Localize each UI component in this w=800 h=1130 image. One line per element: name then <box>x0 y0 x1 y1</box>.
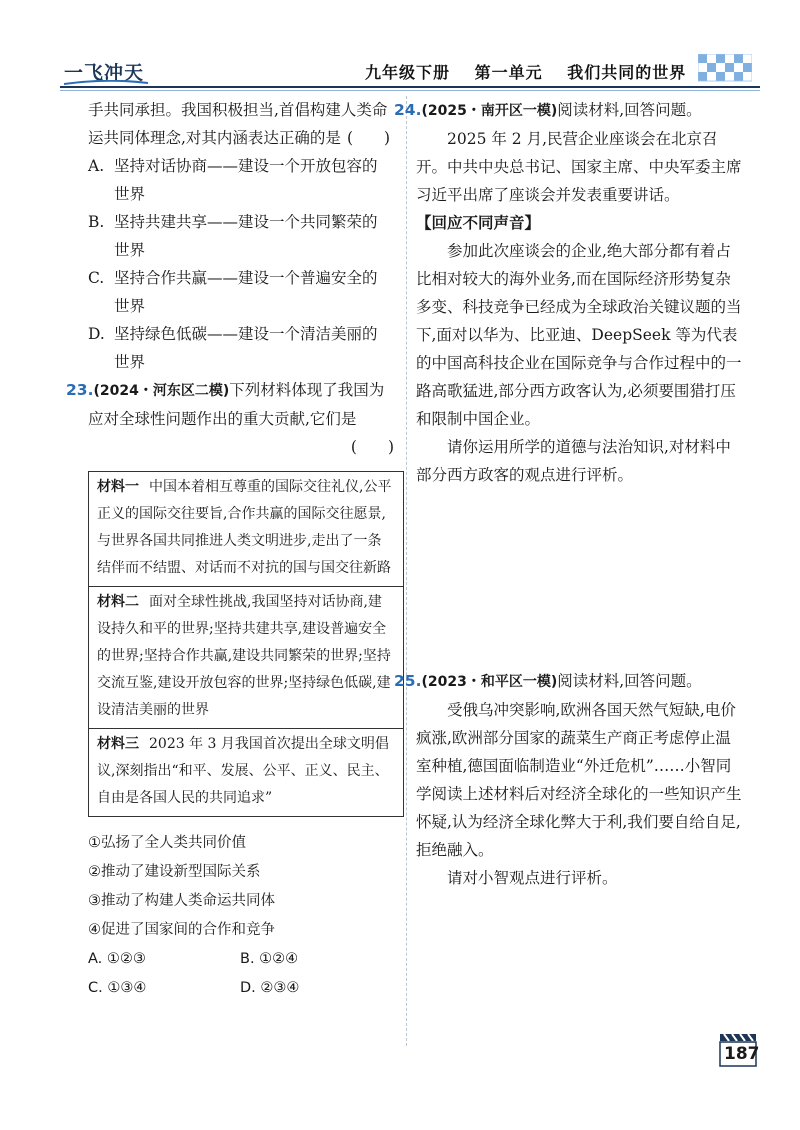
page-number-badge <box>718 1034 758 1068</box>
material-label: 材料一 <box>97 479 139 495</box>
series-logo <box>64 58 144 85</box>
q22-option <box>88 152 398 208</box>
option-text: 坚持绿色低碳——建设一个清洁美丽的 <box>114 325 378 343</box>
right-column <box>394 96 746 892</box>
statement-item: ②推动了建设新型国际关系 <box>88 864 261 880</box>
header-unit: 第一单元 <box>474 63 543 82</box>
option-text-cont: 世界 <box>114 185 146 203</box>
q24-paragraph: 参加此次座谈会的企业,绝大部分都有着占比相对较大的海外业务,而在国际经济形势复杂多变、科技竞争已经成为全球政治关键议题的当下,面对以华为、比亚迪、DeepSeek 等为代表的中国高科技企业在国际竞争与合作过程中的一路高歌猛进,部分西方政客认为,必须要围猎打压和限制中国企业。 <box>416 242 742 428</box>
material-label: 材料三 <box>97 736 139 752</box>
q24-paragraph: 2025 年 2 月,民营企业座谈会在北京召开。中共中央总书记、国家主席、中央军委主席习近平出席了座谈会并发表重要讲话。 <box>416 130 742 204</box>
option-text-cont: 世界 <box>114 241 146 259</box>
q23-number: 23. <box>66 381 94 399</box>
material-cell <box>89 728 403 816</box>
logo-text: 一飞冲天 <box>64 62 145 84</box>
q24-number: 24. <box>394 101 422 119</box>
choice-row <box>88 974 398 1003</box>
statement-item: ①弘扬了全人类共同价值 <box>88 835 246 851</box>
q25-source: (2023・和平区一模) <box>421 674 558 690</box>
header-rule-thin <box>60 90 760 91</box>
q24-answer-space <box>416 489 746 667</box>
page-header <box>0 0 800 98</box>
option-text: 坚持共建共享——建设一个共同繁荣的 <box>114 213 378 231</box>
column-divider <box>406 96 407 1046</box>
q22-stem-line2 <box>88 124 398 152</box>
choice-d: D. ②③④ <box>240 980 300 996</box>
q22-option <box>88 264 398 320</box>
q23-answer-paren: ( ) <box>350 438 394 456</box>
choice-c: C. ①③④ <box>88 980 147 996</box>
q24-source: (2025・南开区一模) <box>421 103 558 119</box>
q25-stem: 阅读材料,回答问题。 <box>557 672 702 690</box>
q25-number: 25. <box>394 672 422 690</box>
material-text: 面对全球性挑战,我国坚持对话协商,建设持久和平的世界;坚持共建共享,建设普遍安全的世界;坚持合作共赢,建设共同繁荣的世界;坚持交流互鉴,建设开放包容的世界;坚持绿色低碳,建设清洁美丽的世界 <box>97 594 391 718</box>
q22-option <box>88 208 398 264</box>
q23-source: (2024・河东区二模) <box>93 383 230 399</box>
page-number: 187 <box>724 1044 760 1064</box>
material-cell <box>89 472 403 586</box>
q24-section-tag: 【回应不同声音】 <box>416 214 541 232</box>
option-label: B. <box>88 213 105 231</box>
header-grade: 九年级下册 <box>365 63 451 82</box>
option-text-cont: 世界 <box>114 353 146 371</box>
header-rule <box>60 86 760 88</box>
material-label: 材料二 <box>97 594 139 610</box>
q23-material-table <box>88 471 404 817</box>
q24-prompt: 请你运用所学的道德与法治知识,对材料中部分西方政客的观点进行评析。 <box>416 438 731 484</box>
q23-stem-part1: 下列材料体现了我国为 <box>229 381 385 399</box>
choice-a: A. ①②③ <box>88 951 146 967</box>
statement-item: ④促进了国家间的合作和竞争 <box>88 922 275 938</box>
option-text: 坚持合作共赢——建设一个普遍安全的 <box>114 269 378 287</box>
statement-item: ③推动了构建人类命运共同体 <box>88 893 275 909</box>
q23-answers <box>88 829 398 1003</box>
option-label: C. <box>88 269 105 287</box>
material-text: 中国本着相互尊重的国际交往礼仪,公平正义的国际交往要旨,合作共赢的国际交往愿景,与世界各国共同推进人类文明进步,走出了一条结伴而不结盟、对话而不对抗的国与国交往新路 <box>97 479 392 576</box>
q25-prompt: 请对小智观点进行评析。 <box>447 869 618 887</box>
material-text: 2023 年 3 月我国首次提出全球文明倡议,深刻指出“和平、发展、公平、正义、民主、自由是各国人民的共同追求” <box>97 736 389 806</box>
header-unit-title: 我们共同的世界 <box>567 63 687 82</box>
option-text-cont: 世界 <box>114 297 146 315</box>
q23-stem-part2: 应对全球性问题作出的重大贡献,它们是 <box>88 410 357 428</box>
choice-row <box>88 945 398 974</box>
checker-pattern-icon <box>698 54 752 84</box>
q25-paragraph: 受俄乌冲突影响,欧洲各国天然气短缺,电价疯涨,欧洲部分国家的蔬菜生产商正考虑停止温室种植,德国面临制造业“外迁危机”……小智同学阅读上述材料后对经济全球化的一些知识产生怀疑,认为经济全球化弊大于利,我们要自给自足,拒绝融入。 <box>416 701 742 859</box>
material-cell <box>89 586 403 728</box>
left-column <box>66 96 398 1003</box>
q24-stem: 阅读材料,回答问题。 <box>557 101 702 119</box>
q22-stem-text: 运共同体理念,对其内涵表达正确的是 <box>88 129 341 147</box>
option-label: D. <box>88 325 105 343</box>
q24-heading <box>394 96 746 125</box>
q22-option <box>88 320 398 376</box>
header-title <box>365 60 704 83</box>
q22-answer-paren: ( ) <box>346 129 391 147</box>
q23-heading <box>66 376 398 405</box>
choice-b: B. ①②④ <box>240 951 299 967</box>
q22-stem-line1: 手共同承担。我国积极担当,首倡构建人类命 <box>88 101 388 119</box>
option-label: A. <box>88 157 105 175</box>
q25-heading <box>394 667 746 696</box>
option-text: 坚持对话协商——建设一个开放包容的 <box>114 157 378 175</box>
